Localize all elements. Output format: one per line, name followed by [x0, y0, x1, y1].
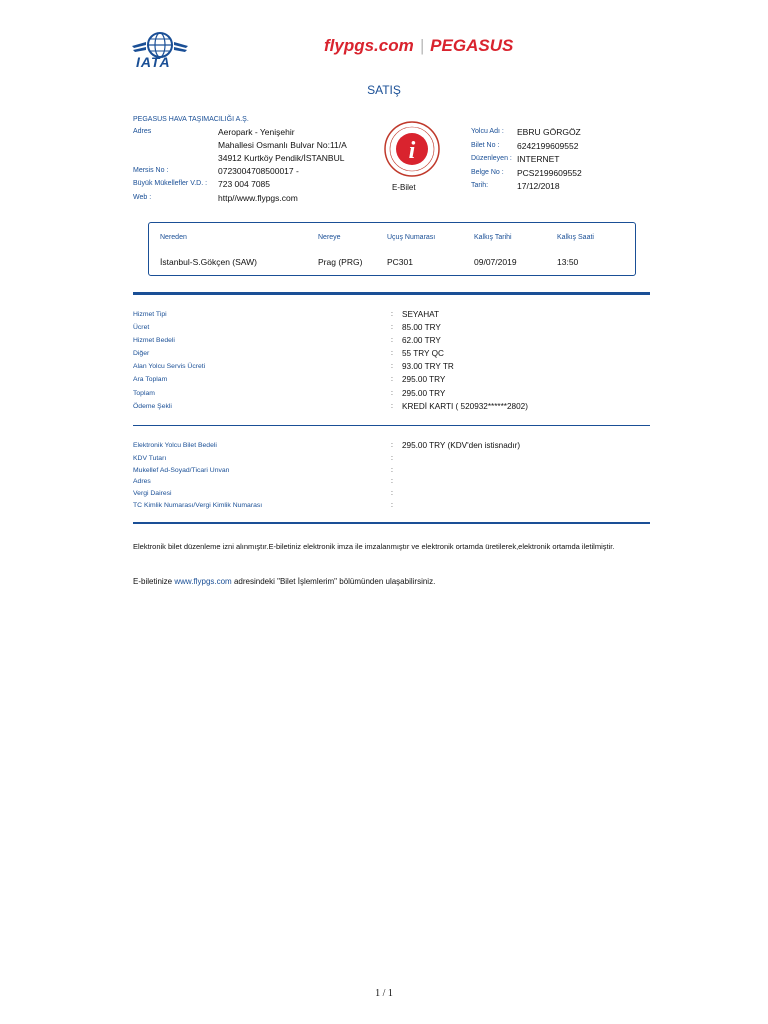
mersis-value: 0723004708500017 - — [218, 166, 299, 176]
date-label: Tarih: — [471, 182, 489, 189]
flight-header-from: Nereden — [160, 234, 187, 241]
ticket-access-notice — [133, 577, 435, 586]
section-divider — [133, 292, 650, 295]
flight-number-value: PC301 — [387, 257, 413, 267]
summary-label: Ücret — [133, 324, 150, 331]
date-value: 17/12/2018 — [517, 181, 560, 191]
flight-header-time: Kalkış Saati — [557, 234, 594, 241]
summary-colon: : — [391, 363, 393, 370]
summary-colon: : — [391, 311, 393, 318]
document-number-label: Belge No : — [471, 169, 504, 176]
issuer-label: Düzenleyen : — [471, 155, 512, 162]
summary-label: Ara Toplam — [133, 376, 168, 383]
tax-colon: : — [391, 442, 393, 449]
summary-label: Toplam — [133, 390, 155, 397]
summary-value: KREDİ KARTI ( 520932******2802) — [402, 402, 528, 411]
summary-value: 295.00 TRY — [402, 375, 446, 384]
address-line-1: Aeropark - Yenişehir — [218, 127, 295, 137]
brand-separator: | — [419, 36, 425, 55]
tax-colon: : — [391, 502, 393, 509]
passenger-name-label: Yolcu Adı : — [471, 128, 504, 135]
summary-value: SEYAHAT — [402, 310, 440, 319]
web-label: Web : — [133, 194, 152, 201]
summary-colon: : — [391, 337, 393, 344]
brand-pegasus: PEGASUS — [430, 36, 514, 55]
summary-colon: : — [391, 403, 393, 410]
ticket-number-label: Bilet No : — [471, 142, 500, 149]
document-number-value: PCS2199609552 — [517, 168, 582, 178]
taxpayer-label: Büyük Mükellefler V.D. : — [133, 180, 208, 187]
tax-label: Adres — [133, 478, 151, 485]
flight-header-number: Uçuş Numarası — [387, 234, 436, 241]
issuer-value: INTERNET — [517, 154, 560, 164]
summary-colon: : — [391, 324, 393, 331]
flight-time-value: 13:50 — [557, 257, 579, 267]
e-invoice-seal-icon — [383, 120, 441, 178]
page-number: 1 / 1 — [375, 988, 393, 999]
summary-colon: : — [391, 376, 393, 383]
mersis-label: Mersis No : — [133, 167, 169, 174]
svg-text:i: i — [408, 138, 416, 164]
tax-label: Elektronik Yolcu Bilet Bedeli — [133, 442, 217, 449]
tax-value: 295.00 TRY (KDV'den istisnadır) — [402, 441, 521, 450]
e-ticket-notice: Elektronik bilet düzenleme izni alınmıştır.E-biletiniz elektronik imza ile imzalanmıştır ve elektronik ortamda üretilerek,elektronik ortamda iletilmiştir. — [133, 542, 615, 551]
section-divider-thin — [133, 425, 650, 426]
tax-colon: : — [391, 455, 393, 462]
summary-value: 295.00 TRY — [402, 389, 446, 398]
address-label: Adres — [133, 128, 152, 135]
flight-to-value: Prag (PRG) — [318, 257, 363, 267]
brand-flypgs: flypgs.com — [324, 36, 414, 55]
summary-label: Hizmet Bedeli — [133, 337, 175, 344]
notice-suffix: adresindeki "Bilet İşlemlerim" bölümünden ulaşabilirsiniz. — [233, 577, 436, 586]
flight-header-date: Kalkış Tarihi — [474, 234, 512, 241]
tax-label: Vergi Dairesi — [133, 490, 172, 497]
tax-label: Mukellef Ad-Soyad/Ticari Unvan — [133, 467, 230, 474]
summary-label: Alan Yolcu Servis Ücreti — [133, 363, 206, 370]
tax-colon: : — [391, 490, 393, 497]
flight-header-to: Nereye — [318, 234, 341, 241]
e-bilet-caption: E-Bilet — [392, 183, 416, 192]
tax-colon: : — [391, 478, 393, 485]
summary-value: 85.00 TRY — [402, 323, 441, 332]
web-value: http//www.flypgs.com — [218, 193, 298, 203]
brand-logo — [324, 36, 513, 56]
tax-label: KDV Tutarı — [133, 455, 167, 462]
summary-colon: : — [391, 350, 393, 357]
tax-label: TC Kimlik Numarası/Vergi Kimlik Numarası — [133, 502, 263, 509]
company-name: PEGASUS HAVA TAŞIMACILIĞI A.Ş. — [133, 116, 249, 123]
flypgs-link[interactable]: www.flypgs.com — [174, 577, 232, 586]
taxpayer-value: 723 004 7085 — [218, 179, 270, 189]
summary-label: Ödeme Şekli — [133, 403, 172, 410]
summary-value: 55 TRY QC — [402, 349, 444, 358]
iata-wordmark: IATA — [136, 54, 171, 70]
summary-label: Hizmet Tipi — [133, 311, 167, 318]
summary-value: 93.00 TRY TR — [402, 362, 454, 371]
address-line-2: Mahallesi Osmanlı Bulvar No:11/A — [218, 140, 347, 150]
passenger-name-value: EBRU GÖRGÖZ — [517, 127, 581, 137]
tax-colon: : — [391, 467, 393, 474]
summary-label: Diğer — [133, 350, 150, 357]
flight-from-value: İstanbul-S.Gökçen (SAW) — [160, 257, 257, 267]
flight-info-box — [148, 222, 636, 276]
section-divider-bottom — [133, 522, 650, 524]
flight-date-value: 09/07/2019 — [474, 257, 517, 267]
page-title: SATIŞ — [367, 83, 401, 97]
notice-prefix: E-biletinize — [133, 577, 173, 586]
ticket-number-value: 6242199609552 — [517, 141, 579, 151]
summary-value: 62.00 TRY — [402, 336, 441, 345]
address-line-3: 34912 Kurtköy Pendik/İSTANBUL — [218, 153, 345, 163]
summary-colon: : — [391, 390, 393, 397]
